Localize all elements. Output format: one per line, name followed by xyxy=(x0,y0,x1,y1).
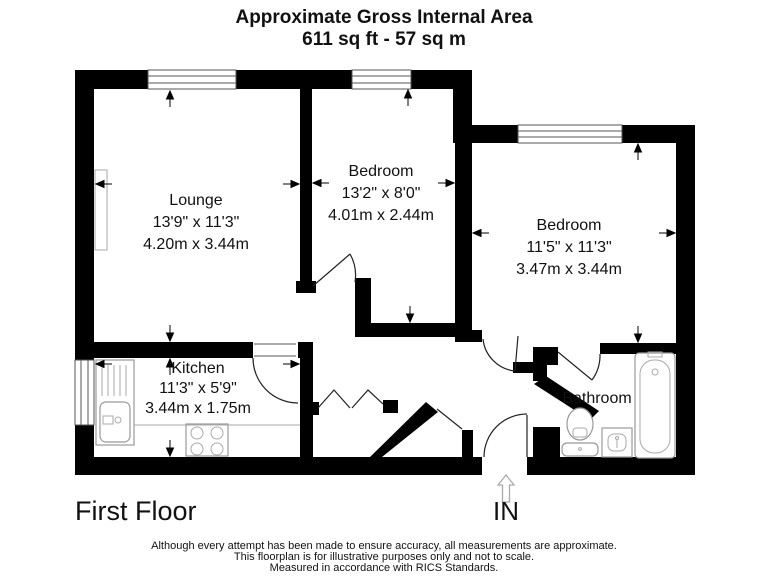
bedroom2-name: Bedroom xyxy=(536,217,602,234)
kitchen-metric: 3.44m x 1.75m xyxy=(145,400,251,417)
kitchen-imperial: 11'3" x 5'9" xyxy=(159,380,237,397)
basin-icon xyxy=(602,428,632,457)
disclaimer xyxy=(151,540,617,574)
door-bedroom1 xyxy=(313,254,356,286)
door-bathroom xyxy=(558,352,600,380)
disclaimer-line-2: This floorplan is for illustrative purposes only and not to scale. xyxy=(233,551,535,563)
plan-title xyxy=(235,7,532,50)
bedroom1-metric: 4.01m x 2.44m xyxy=(328,207,434,224)
closet-bifold-doors xyxy=(318,390,383,408)
kitchen-sink-icon xyxy=(96,360,134,445)
bedroom1-name: Bedroom xyxy=(348,163,414,180)
window-bedroom1-top xyxy=(352,70,411,89)
disclaimer-line-3: Measured in accordance with RICS Standards. xyxy=(269,562,499,574)
bedroom2-imperial: 11'5" x 11'3" xyxy=(526,239,612,256)
lounge-name: Lounge xyxy=(169,192,223,209)
lounge-imperial: 13'9" x 11'3" xyxy=(152,214,240,231)
page-title: Approximate Gross Internal Area xyxy=(235,7,533,28)
room-kitchen-label xyxy=(145,360,251,417)
window-lounge-top xyxy=(148,70,236,89)
door-entrance xyxy=(484,414,527,457)
door-kitchen xyxy=(253,344,298,403)
window-bedroom2-top xyxy=(518,125,622,143)
page-area: 611 sq ft - 57 sq m xyxy=(302,29,466,50)
room-lounge-label xyxy=(143,192,249,253)
room-bedroom2-label xyxy=(516,217,622,278)
bathtub-icon xyxy=(635,352,675,458)
kitchen-name: Kitchen xyxy=(171,360,225,377)
bathroom-name: Bathroom xyxy=(562,390,632,407)
room-labels xyxy=(143,163,632,417)
disclaimer-line-1: Although every attempt has been made to ensure accuracy, all measurements are approximate. xyxy=(151,540,617,552)
entrance-label: IN xyxy=(493,496,519,526)
floor-label: First Floor xyxy=(75,496,197,526)
room-bedroom1-label xyxy=(328,163,434,224)
hob-icon xyxy=(186,424,228,456)
door-hall xyxy=(437,409,462,429)
door-bedroom2 xyxy=(483,336,518,371)
window-kitchen-left xyxy=(75,360,94,425)
bedroom2-metric: 3.47m x 3.44m xyxy=(516,261,622,278)
lounge-metric: 4.20m x 3.44m xyxy=(143,236,249,253)
bedroom1-imperial: 13'2" x 8'0" xyxy=(341,185,421,202)
